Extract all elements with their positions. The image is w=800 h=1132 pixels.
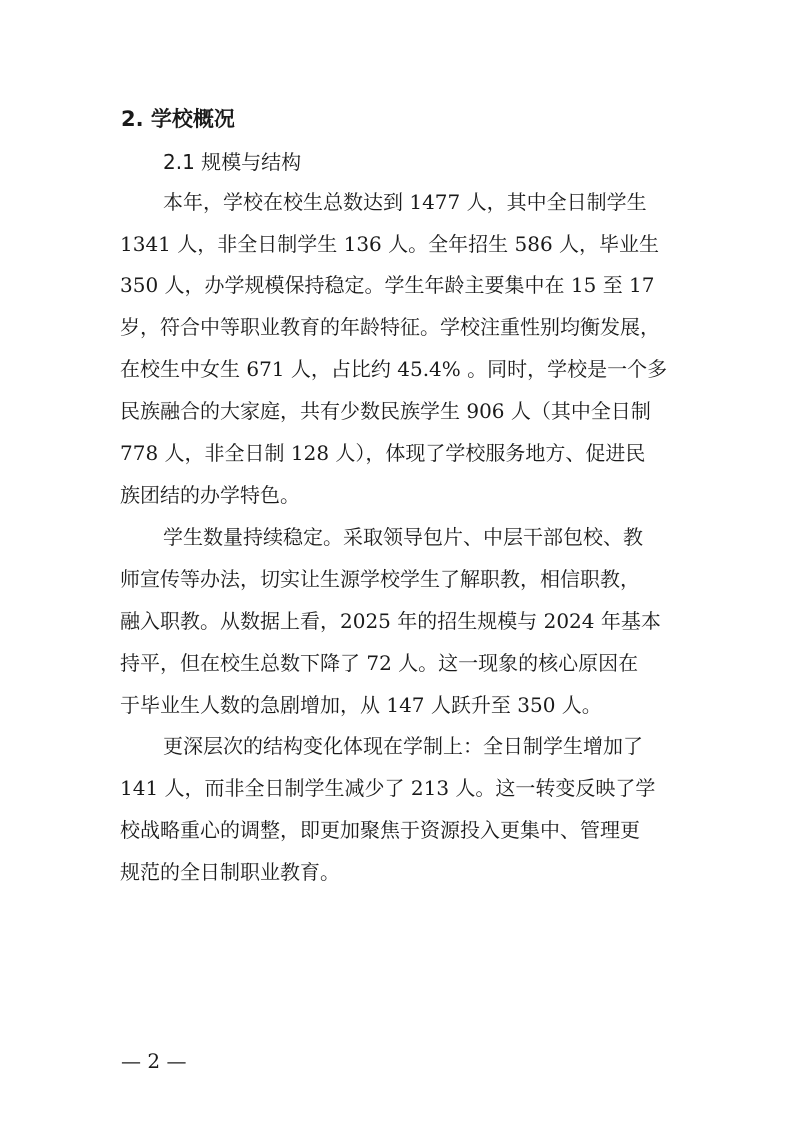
paragraph-line: 民族融合的大家庭，共有少数民族学生 906 人（其中全日制 xyxy=(120,399,651,423)
paragraph-line: 校战略重心的调整，即更加聚焦于资源投入更集中、管理更 xyxy=(120,818,640,842)
paragraph-line: 学生数量持续稳定。采取领导包片、中层干部包校、教 xyxy=(163,525,643,549)
page-number: — 2 — xyxy=(121,1049,187,1073)
paragraph-line: 规范的全日制职业教育。 xyxy=(120,860,340,884)
paragraph-line: 于毕业生人数的急剧增加，从 147 人跃升至 350 人。 xyxy=(120,693,602,717)
paragraph-line: 持平，但在校生总数下降了 72 人。这一现象的核心原因在 xyxy=(120,651,639,675)
paragraph-line: 师宣传等办法，切实让生源学校学生了解职教，相信职教， xyxy=(120,567,640,591)
paragraph-line: 778 人，非全日制 128 人），体现了学校服务地方、促进民 xyxy=(120,441,646,465)
paragraph-line: 融入职教。从数据上看，2025 年的招生规模与 2024 年基本 xyxy=(120,609,661,633)
paragraph-line: 在校生中女生 671 人，占比约 45.4% 。同时，学校是一个多 xyxy=(120,357,668,381)
paragraph-line: 岁，符合中等职业教育的年龄特征。学校注重性别均衡发展， xyxy=(120,315,660,339)
section-heading: 2. 学校概况 xyxy=(121,107,235,131)
paragraph-line: 本年，学校在校生总数达到 1477 人，其中全日制学生 xyxy=(163,190,647,214)
paragraph-line: 1341 人，非全日制学生 136 人。全年招生 586 人，毕业生 xyxy=(120,232,660,256)
paragraph-line: 350 人，办学规模保持稳定。学生年龄主要集中在 15 至 17 xyxy=(120,273,655,297)
paragraph-line: 更深层次的结构变化体现在学制上：全日制学生增加了 xyxy=(163,734,643,758)
paragraph-line: 族团结的办学特色。 xyxy=(120,483,300,507)
subsection-heading: 2.1 规模与结构 xyxy=(163,150,302,174)
paragraph-line: 141 人，而非全日制学生减少了 213 人。这一转变反映了学 xyxy=(120,776,656,800)
